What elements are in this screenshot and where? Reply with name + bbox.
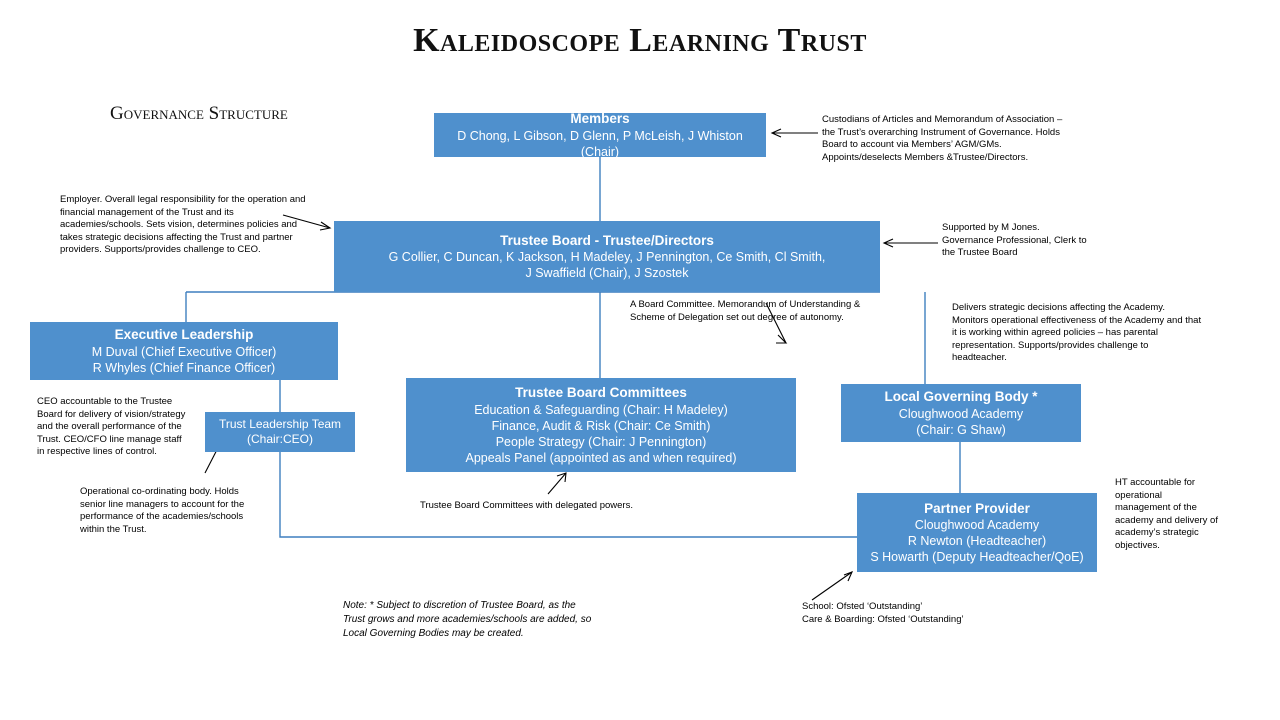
node-trustee-board-committees[interactable]	[406, 378, 796, 472]
node-local-governing-body[interactable]	[841, 384, 1081, 442]
node-trustee-board-line2: J Swaffield (Chair), J Szostek	[525, 266, 689, 281]
footnote-line2: Trust grows and more academies/schools are added, so	[343, 614, 592, 625]
node-committees-title: Trustee Board Committees	[515, 385, 687, 401]
footnote-line3: Local Governing Bodies may be created.	[343, 628, 524, 639]
footnote-line1: Note: * Subject to discretion of Trustee Board, as the	[343, 600, 576, 611]
note-board-committee: A Board Committee. Memorandum of Understanding & Scheme of Delegation set out degree of autonomy.	[630, 299, 861, 323]
node-committees-line3: People Strategy (Chair: J Pennington)	[495, 434, 707, 449]
note-ceo: CEO accountable to the Trustee Board for delivery of vision/strategy and the overall performance of the Trust. CEO/CFO line manage staff in respective lines of control.	[37, 396, 186, 458]
node-lgb-line2: (Chair: G Shaw)	[916, 422, 1006, 437]
node-executive-leadership-line1: M Duval (Chief Executive Officer)	[91, 344, 277, 359]
node-trust-leadership-team[interactable]	[205, 412, 355, 452]
page-title: Kaleidoscope Learning Trust	[413, 22, 867, 59]
node-members[interactable]	[434, 113, 766, 157]
node-committees-line2: Finance, Audit & Risk (Chair: Ce Smith)	[491, 418, 711, 433]
node-members-title: Members	[570, 111, 630, 127]
node-partner-provider[interactable]	[857, 493, 1097, 572]
node-members-line1: D Chong, L Gibson, D Glenn, P McLeish, J Whiston (Chair)	[457, 128, 743, 159]
node-lgb-title: Local Governing Body *	[884, 389, 1038, 405]
node-partner-provider-line1: Cloughwood Academy	[914, 518, 1040, 533]
note-ofsted-school: School: Ofsted ‘Outstanding’	[802, 601, 923, 612]
node-committees-line1: Education & Safeguarding (Chair: H Madeley)	[474, 402, 728, 417]
note-ofsted-care: Care & Boarding: Ofsted ‘Outstanding’	[802, 614, 964, 625]
node-partner-provider-line3: S Howarth (Deputy Headteacher/QoE)	[870, 550, 1084, 565]
node-executive-leadership[interactable]	[30, 322, 338, 380]
node-trustee-board[interactable]	[334, 221, 880, 292]
note-local-governing-body: Delivers strategic decisions affecting the Academy. Monitors operational effectiveness of the Academy and that it is working within agreed policies – has parental representation. Supports/provides challenge to headteacher.	[952, 302, 1202, 364]
node-trustee-board-title: Trustee Board - Trustee/Directors	[500, 232, 714, 248]
note-committees: Trustee Board Committees with delegated powers.	[420, 500, 633, 511]
note-governance-professional: Supported by M Jones. Governance Professional, Clerk to the Trustee Board	[942, 222, 1087, 259]
note-trust-leadership-team: Operational co-ordinating body. Holds senior line managers to account for the performance of the academies/schools within the Trust.	[80, 486, 245, 535]
node-committees-line4: Appeals Panel (appointed as and when required)	[465, 450, 737, 465]
node-executive-leadership-line2: R Whyles (Chief Finance Officer)	[92, 360, 276, 375]
note-employer: Employer. Overall legal responsibility for the operation and financial management of the Trust and its academies/schools. Sets vision, determines policies and takes strategic decisions affecting the Trust and partner providers. Supports/provides challenge to CEO.	[60, 194, 306, 256]
node-lgb-line1: Cloughwood Academy	[898, 406, 1024, 421]
node-trust-leadership-team-title: Trust Leadership Team	[218, 416, 342, 431]
node-partner-provider-line2: R Newton (Headteacher)	[907, 534, 1047, 549]
node-executive-leadership-title: Executive Leadership	[114, 327, 254, 343]
node-trust-leadership-team-line1: (Chair:CEO)	[246, 432, 313, 446]
node-partner-provider-title: Partner Provider	[924, 500, 1030, 516]
node-trustee-board-line1: G Collier, C Duncan, K Jackson, H Madeley, J Pennington, Ce Smith, Cl Smith,	[388, 250, 826, 265]
note-headteacher: HT accountable for operational management of the academy and delivery of academy’s strategic objectives.	[1115, 477, 1218, 551]
diagram-subtitle: Governance Structure	[110, 103, 288, 124]
note-members: Custodians of Articles and Memorandum of Association – the Trust’s overarching Instrument of Governance. Holds Board to account via Members’ AGM/GMs. Appoints/deselects Members &Trustee/Directors.	[822, 114, 1063, 163]
